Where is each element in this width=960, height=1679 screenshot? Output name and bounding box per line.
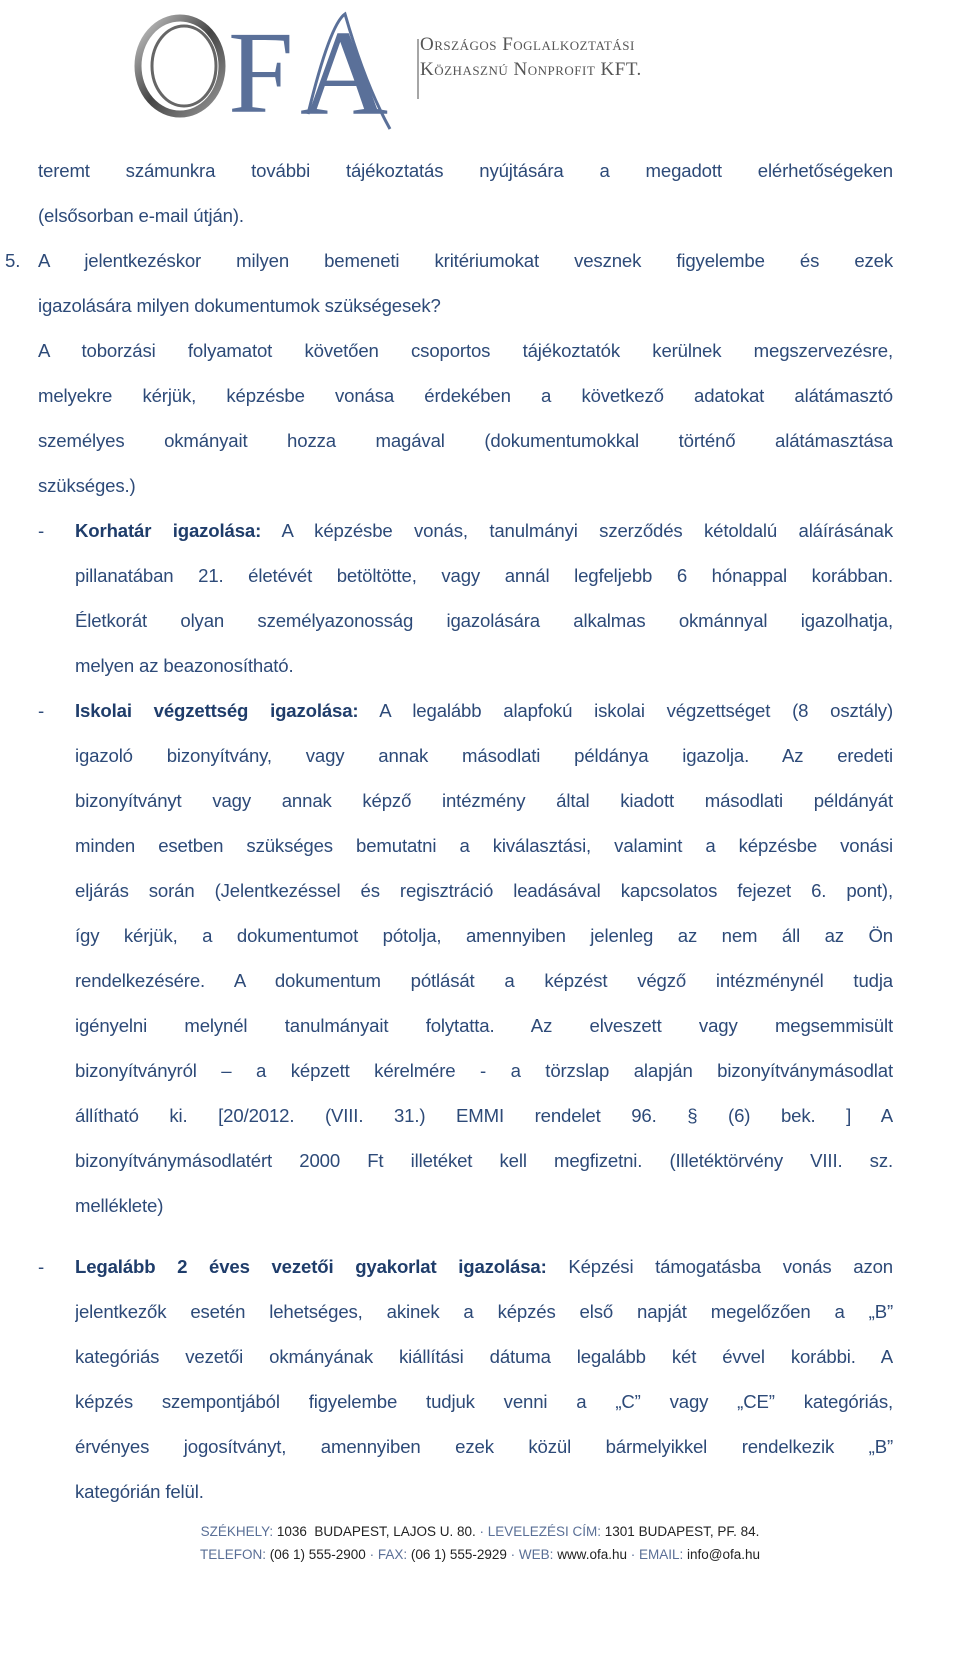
bullet-line: bizonyítványról – a képzett kérelmére - a törzslap alapján bizonyítványmásodlat [75, 1060, 893, 1081]
footer-label: FAX: [377, 1547, 408, 1562]
bullet-line: igazoló bizonyítvány, vagy annak másodlati példánya igazolja. Az eredeti [75, 745, 893, 766]
bullet-dash: - [38, 1256, 45, 1277]
footer-separator: · [506, 1547, 519, 1562]
bullet-item [38, 508, 893, 553]
bullet-line: Életkorát olyan személyazonosság igazolására alkalmas okmánnyal igazolhatja, [75, 610, 893, 631]
footer-value[interactable]: info@ofa.hu [683, 1547, 761, 1562]
bullet-line: kategóriás vezetői okmányának kiállítási dátuma legalább két évvel korábbi. A [75, 1346, 893, 1367]
bullet-text: Képzési támogatásba vonás azon [546, 1256, 893, 1277]
footer-label: TELEFON: [199, 1547, 266, 1562]
footer-label: EMAIL: [638, 1547, 684, 1562]
bullet-line: igényelni melynél tanulmányait folytatta. Az elveszett vagy megsemmisült [75, 1015, 893, 1036]
bullet-line: melléklete) [75, 1195, 164, 1216]
question-line: A jelentkezéskor milyen bemeneti kritériumokat vesznek figyelembe és ezek [38, 250, 893, 271]
document-body [0, 148, 960, 1514]
answer-line: személyes okmányait hozza magával (dokumentumokkal történő alátámasztása [38, 430, 893, 451]
bullet-line: érvényes jogosítványt, amennyiben ezek közül bármelyikkel rendelkezik „B” [75, 1436, 893, 1457]
bullet-line: jelentkezők esetén lehetséges, akinek a képzés első napját megelőzően a „B” [75, 1301, 893, 1322]
bullet-item [38, 688, 893, 733]
bullet-text: A képzésbe vonás, tanulmányi szerződés kétoldalú aláírásának [261, 520, 893, 541]
bullet-label: Korhatár igazolása: [75, 520, 262, 541]
bullet-dash: - [38, 520, 45, 541]
footer-value: 1036 BUDAPEST, LAJOS U. 80. [273, 1524, 476, 1539]
footer-value: (06 1) 555-2929 [407, 1547, 507, 1562]
bullet-label: Legalább 2 éves vezetői gyakorlat igazolása: [75, 1256, 547, 1277]
bullet-line: rendelkezésére. A dokumentum pótlását a képzést végző intézménynél tudja [75, 970, 893, 991]
bullet-line: melyen az beazonosítható. [75, 655, 294, 676]
bullet-line: eljárás során (Jelentkezéssel és regisztráció leadásával kapcsolatos fejezet 6. pont), [75, 880, 893, 901]
answer-line: szükséges.) [38, 475, 136, 496]
footer-label: SZÉKHELY: [200, 1524, 274, 1539]
bullet-label: Iskolai végzettség igazolása: [75, 700, 359, 721]
bullet-line: kategórián felül. [75, 1481, 204, 1502]
answer-line: melyekre kérjük, képzésbe vonása érdekében a következő adatokat alátámasztó [38, 385, 893, 406]
footer-separator: · [626, 1547, 639, 1562]
intro-line: teremt számunkra további tájékoztatás nyújtására a megadott elérhetőségeken [38, 160, 893, 181]
bullet-line: képzés szempontjából figyelembe tudjuk venni a „C” vagy „CE” kategóriás, [75, 1391, 893, 1412]
footer-label: LEVELEZÉSI CÍM: [487, 1524, 602, 1539]
bullet-dash: - [38, 700, 45, 721]
bullet-text: A legalább alapfokú iskolai végzettséget (8 osztály) [358, 700, 893, 721]
svg-text:F: F [228, 7, 294, 134]
footer-value: (06 1) 555-2900 [266, 1547, 366, 1562]
bullet-line: állítható ki. [20/2012. (VIII. 31.) EMMI rendelet 96. § (6) bek. ] A [75, 1105, 893, 1126]
bullet-line: bizonyítványt vagy annak képző intézmény által kiadott másodlati példányát [75, 790, 893, 811]
bullet-line: bizonyítványmásodlatért 2000 Ft illetéket kell megfizetni. (Illetéktörvény VIII. sz. [75, 1150, 893, 1171]
org-name-line1: Országos Foglalkoztatási [420, 34, 635, 55]
bullet-item [38, 1244, 893, 1289]
footer-separator: · [365, 1547, 378, 1562]
footer-separator: · [475, 1524, 488, 1539]
footer-label: WEB: [518, 1547, 554, 1562]
footer-line1 [0, 1524, 960, 1539]
bullet-line: minden esetben szükséges bemutatni a kiválasztási, valamint a képzésbe vonási [75, 835, 893, 856]
footer-value[interactable]: www.ofa.hu [553, 1547, 627, 1562]
bullet-line: így kérjük, a dokumentumot pótolja, amennyiben jelenleg az nem áll az Ön [75, 925, 893, 946]
intro-line: (elsősorban e-mail útján). [38, 205, 244, 226]
svg-text:A: A [300, 6, 389, 134]
footer-value: 1301 BUDAPEST, PF. 84. [601, 1524, 760, 1539]
footer-line2 [0, 1547, 960, 1562]
answer-line: A toborzási folyamatot követően csoportos tájékoztatók kerülnek megszervezésre, [38, 340, 893, 361]
question-number: 5. [5, 250, 21, 271]
question-line: igazolására milyen dokumentumok szükségesek? [38, 295, 441, 316]
org-name-line2: Közhasznú Nonprofit KFT. [420, 59, 642, 80]
bullet-line: pillanatában 21. életévét betöltötte, vagy annál legfeljebb 6 hónappal korábban. [75, 565, 893, 586]
ofa-logo [130, 4, 750, 134]
ofa-logo-mark [130, 4, 420, 134]
